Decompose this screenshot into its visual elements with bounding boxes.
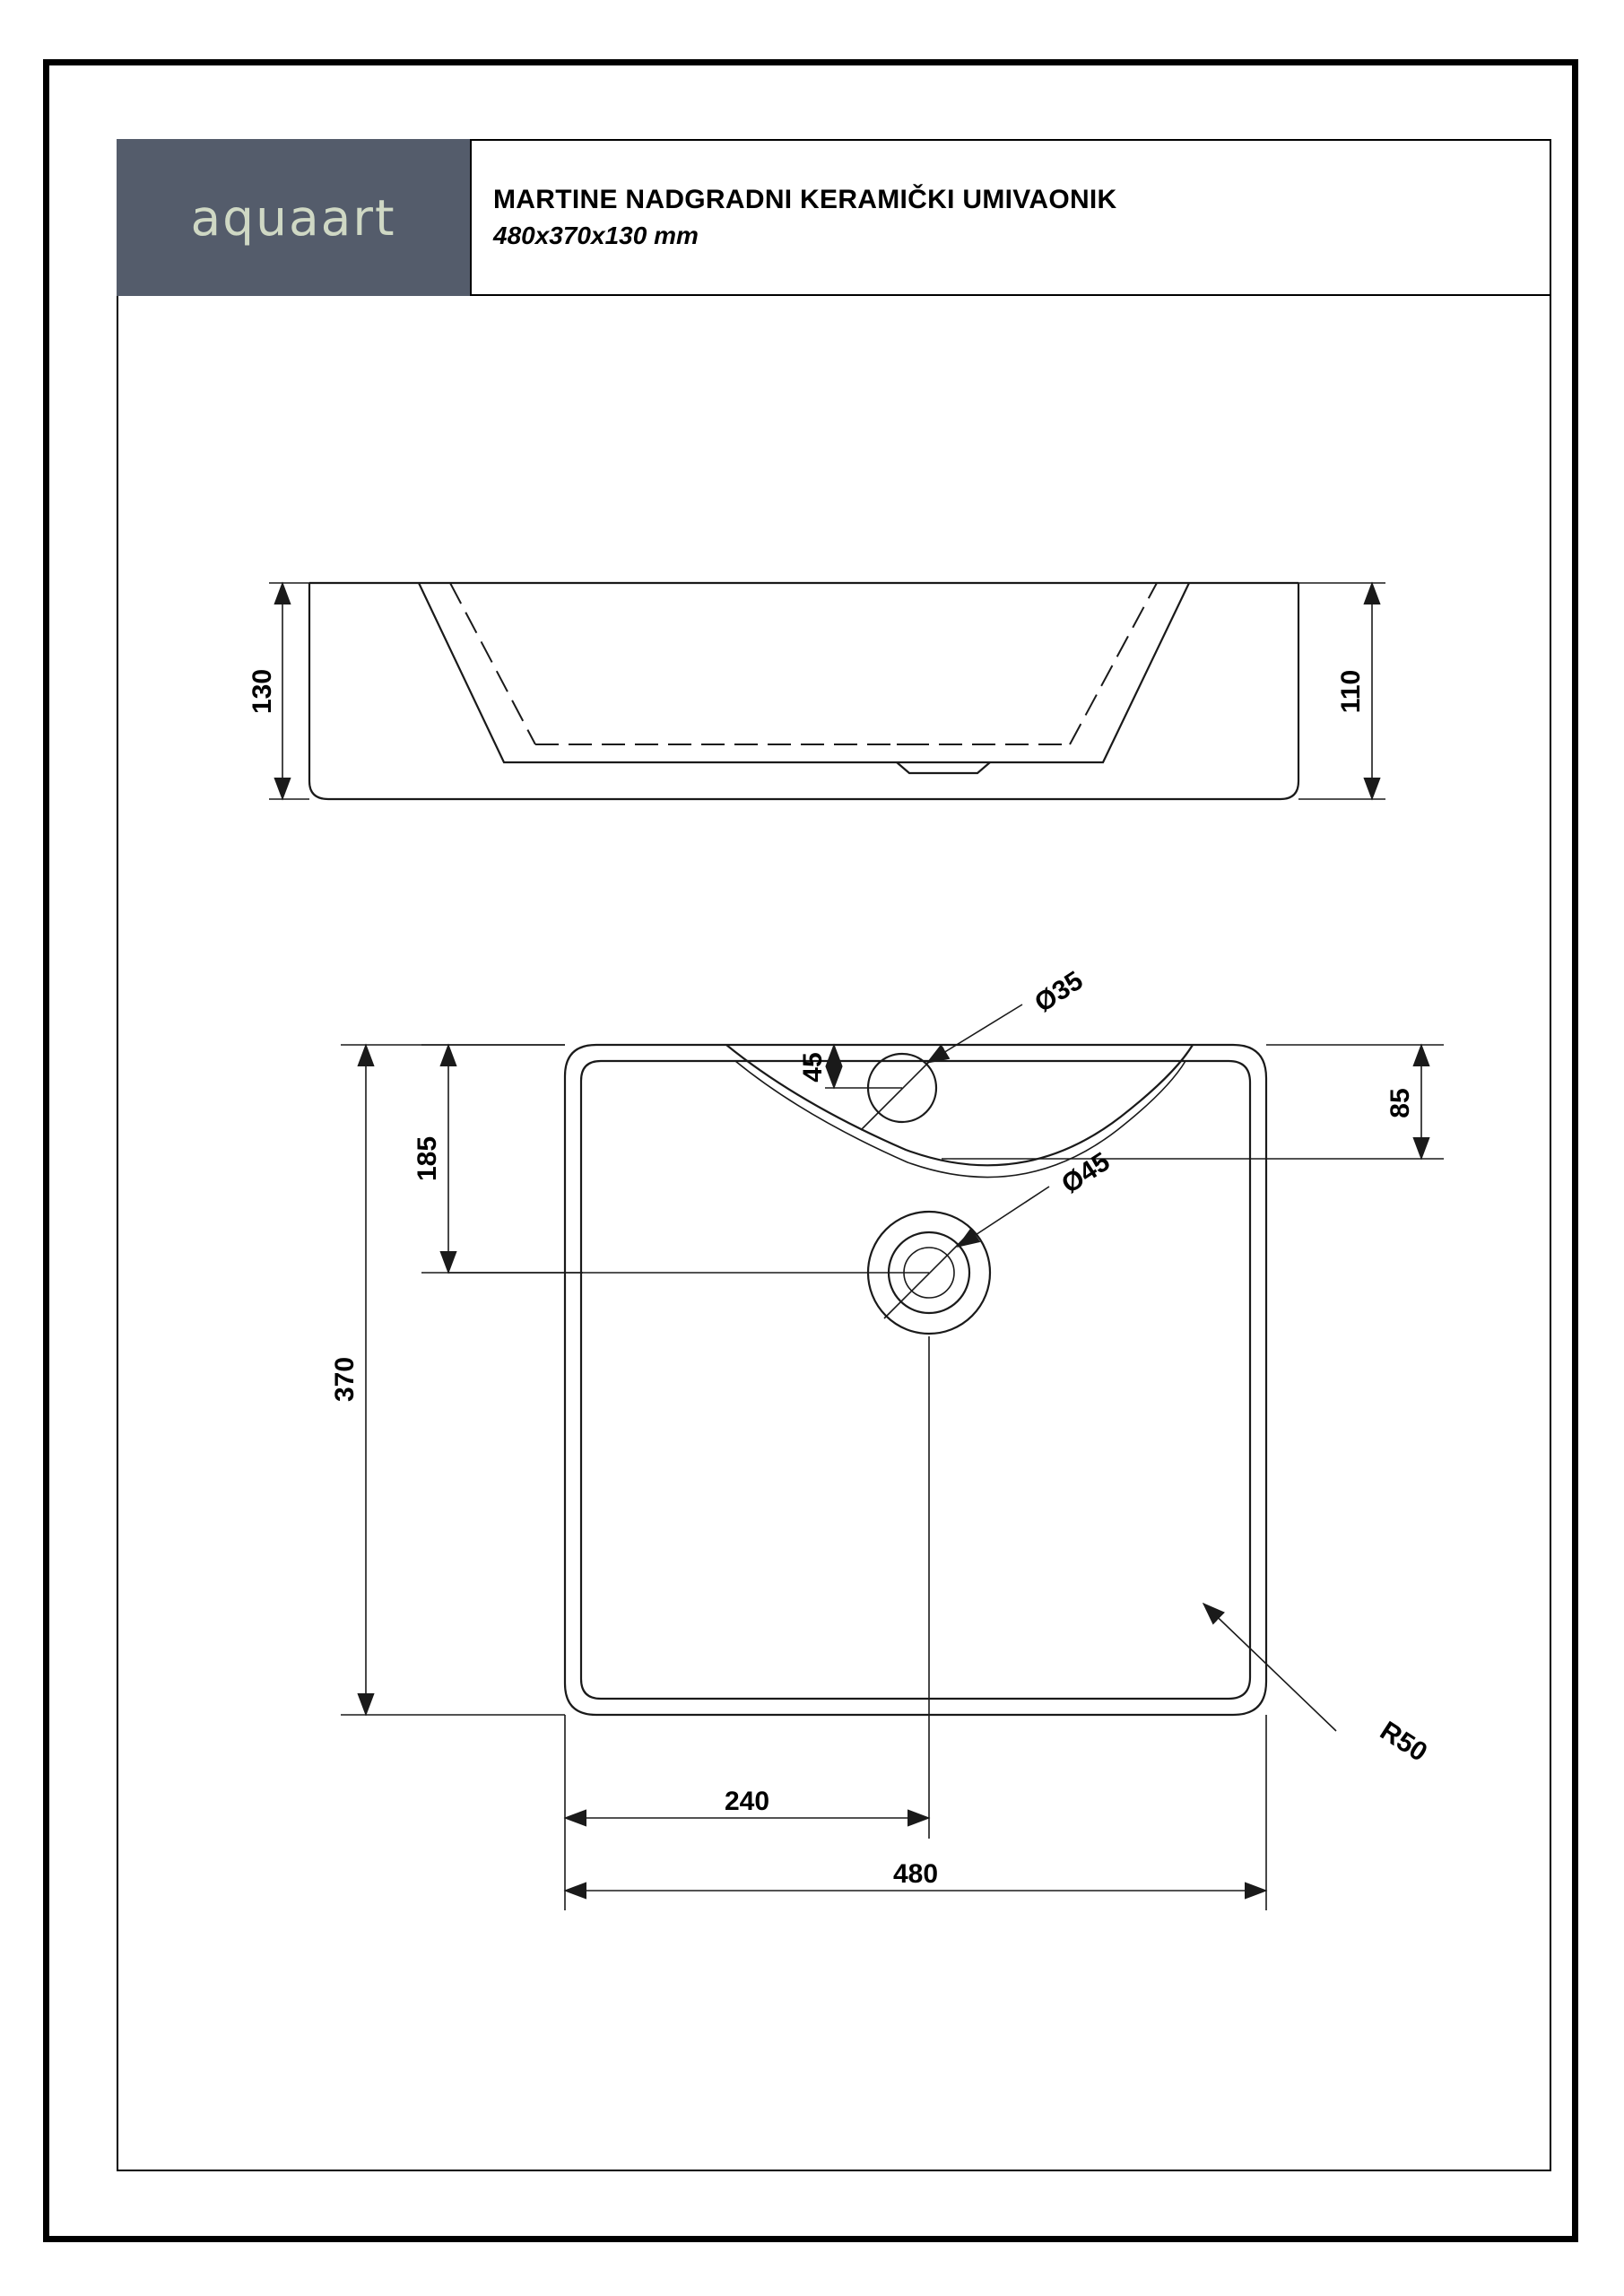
dim-label-r50: R50 <box>1375 1716 1433 1768</box>
top-plan-view <box>565 1045 1266 1715</box>
technical-drawing <box>117 296 1551 2171</box>
dim-label-45: 45 <box>798 1052 828 1083</box>
title-text-group <box>493 139 1117 296</box>
product-title: MARTINE NADGRADNI KERAMIČKI UMIVAONIK <box>493 185 1117 215</box>
dimension-110 <box>1298 583 1385 799</box>
dim-label-d35: Ø35 <box>1029 965 1089 1019</box>
title-block <box>117 139 1551 296</box>
front-elevation-view <box>309 583 1298 799</box>
dim-label-185: 185 <box>413 1135 442 1182</box>
brand-logo-text: aquaart <box>190 188 396 247</box>
dimension-185 <box>413 1045 583 1273</box>
dim-label-85: 85 <box>1385 1088 1415 1118</box>
dimension-240 <box>565 1336 929 1839</box>
dim-label-110: 110 <box>1336 669 1366 714</box>
dimension-130 <box>248 583 309 799</box>
dimension-480 <box>565 1715 1266 1910</box>
dimension-diameter-45 <box>958 1147 1116 1247</box>
dim-label-480: 480 <box>892 1859 939 1889</box>
dim-label-240: 240 <box>724 1787 770 1816</box>
brand-logo <box>117 139 472 296</box>
dimension-diameter-35 <box>927 966 1089 1063</box>
dim-label-130: 130 <box>248 668 277 715</box>
dimension-370 <box>330 1045 565 1715</box>
dimension-45 <box>798 1045 902 1088</box>
product-dimensions: 480x370x130 mm <box>493 221 699 249</box>
dimension-r50 <box>1203 1604 1432 1768</box>
dim-label-d45: Ø45 <box>1056 1146 1116 1200</box>
dim-label-370: 370 <box>330 1356 360 1403</box>
